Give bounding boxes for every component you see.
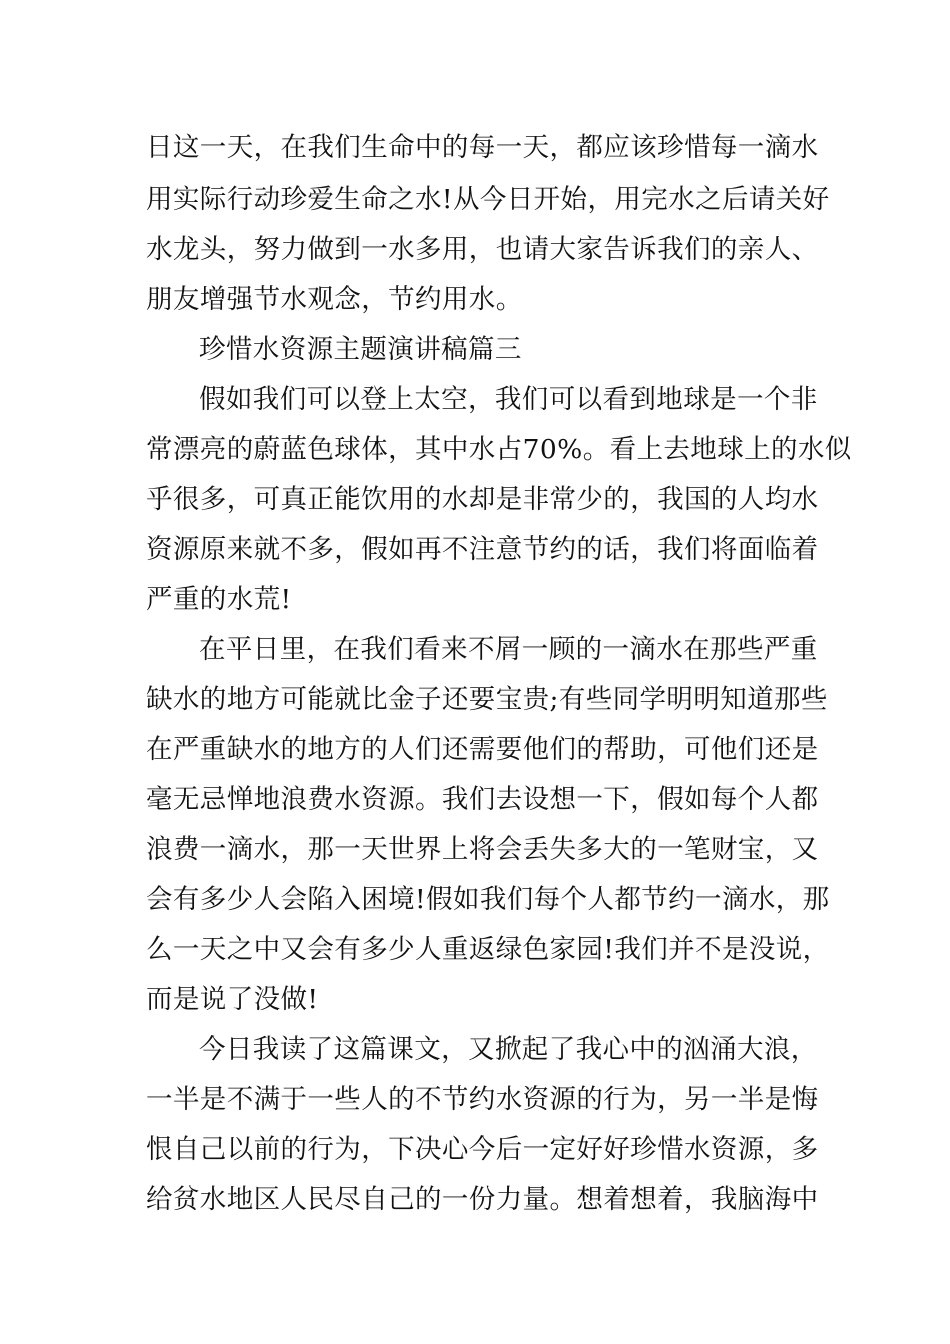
- text-line: 严重的水荒!: [146, 584, 292, 615]
- text-line: 今日我读了这篇课文，又掀起了我心中的汹涌大浪，: [199, 1034, 818, 1065]
- text-line: 朋友增强节水观念，节约用水。: [146, 284, 523, 315]
- text-line: 假如我们可以登上太空，我们可以看到地球是一个非: [199, 384, 818, 415]
- text-line: 会有多少人会陷入困境!假如我们每个人都节约一滴水，那: [146, 884, 830, 915]
- section-heading: 珍惜水资源主题演讲稿篇三: [199, 334, 522, 365]
- text-line: 常漂亮的蔚蓝色球体，其中水占70%。看上去地球上的水似: [146, 434, 852, 465]
- text-line: 用实际行动珍爱生命之水!从今日开始，用完水之后请关好: [146, 184, 830, 215]
- text-line: 毫无忌惮地浪费水资源。我们去设想一下，假如每个人都: [146, 784, 819, 815]
- text-line: 恨自己以前的行为，下决心今后一定好好珍惜水资源，多: [146, 1134, 819, 1165]
- text-line: 浪费一滴水，那一天世界上将会丢失多大的一笔财宝，又: [146, 834, 819, 865]
- text-line: 而是说了没做!: [146, 984, 319, 1015]
- text-line: 日这一天，在我们生命中的每一天，都应该珍惜每一滴水: [146, 132, 819, 163]
- text-line: 么一天之中又会有多少人重返绿色家园!我们并不是没说，: [146, 934, 830, 965]
- text-line: 在平日里，在我们看来不屑一顾的一滴水在那些严重: [199, 634, 818, 665]
- text-line: 一半是不满于一些人的不节约水资源的行为，另一半是悔: [146, 1084, 819, 1115]
- text-line: 缺水的地方可能就比金子还要宝贵;有些同学明明知道那些: [146, 684, 828, 715]
- text-line: 在严重缺水的地方的人们还需要他们的帮助，可他们还是: [146, 734, 819, 765]
- text-line: 乎很多，可真正能饮用的水却是非常少的，我国的人均水: [146, 484, 819, 515]
- text-line: 水龙头，努力做到一水多用，也请大家告诉我们的亲人、: [146, 234, 819, 265]
- text-line: 给贫水地区人民尽自己的一份力量。想着想着，我脑海中: [146, 1184, 819, 1215]
- text-line: 资源原来就不多，假如再不注意节约的话，我们将面临着: [146, 534, 819, 565]
